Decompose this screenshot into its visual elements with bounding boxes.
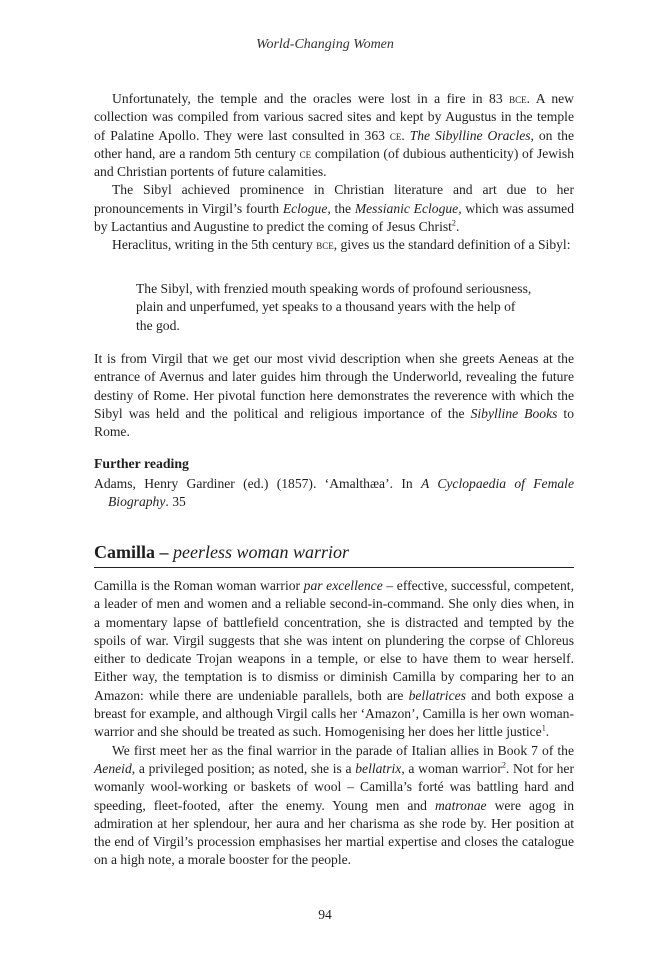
footnote-marker: 2: [501, 760, 506, 770]
paragraph-christian-prominence: The Sibyl achieved prominence in Christian literature and art due to her pronouncements in Virgil’s fourth Eclogue, the Messianic Eclogue, which was assumed by Lactantius and Augustine to predict the coming of Jesus Christ$^2$.: [94, 182, 575, 235]
footnote-marker: 2: [451, 218, 456, 228]
body-text-upper: [94, 90, 574, 255]
footnote-marker: 1: [541, 723, 546, 733]
body-text-camilla: [94, 577, 574, 870]
paragraph-camilla-aeneid: We first meet her as the final warrior in the parade of Italian allies in Book 7 of the Aeneid, a privileged position; as noted, she is a bellatrix, a woman warrior$^2$. Not for her womanly wool-working or baskets of wool – Camilla’s forté was battling hard and speeding, fleet-footed, after the enemy. Young men and matronae were agog in admiration at her splendour, her aura and her charisma as she rode by. Her position at the end of Virgil’s procession emphasises her martial expertise and closes the catalogue on a high note, a morale booster for the people.: [94, 742, 574, 868]
further-reading-entry: Adams, Henry Gardiner (ed.) (1857). ‘Amalthæa’. In A Cyclopaedia of Female Biography. 35: [94, 476, 574, 510]
body-text-virgil: [94, 350, 574, 441]
further-reading-heading: Further reading: [94, 456, 189, 471]
paragraph-temple-fire: Unfortunately, the temple and the oracles were lost in a fire in 83 bce. A new collection was compiled from various sacred sites and kept by Augustus in the temple of Palatine Apollo. They were last consulted in 363 ce. The Sibylline Oracles, on the other hand, are a random 5th century ce compilation (of dubious authenticity) of Jewish and Christian portents of future calamities.: [94, 91, 574, 180]
block-quote: The Sibyl, with frenzied mouth speaking words of profound seriousness, plain and unperfumed, yet speaks to a thousand years with the help of the god.: [136, 281, 532, 333]
paragraph-heraclitus: Heraclitus, writing in the 5th century bce, gives us the standard definition of a Sibyl:: [112, 237, 571, 253]
running-head: World-Changing Women: [256, 37, 394, 52]
page-number: 94: [318, 907, 332, 922]
paragraph-virgil-description: It is from Virgil that we get our most vivid description when she greets Aeneas at the entrance of Avernus and later guides him through the Underworld, revealing the future destiny of Rome. Her pivotal function here demonstrates the reverence with which the Sibyl was held and the political and religious importance of the Sibylline Books to Rome.: [94, 351, 574, 440]
paragraph-camilla-intro: Camilla is the Roman woman warrior par excellence – effective, successful, competent, a leader of men and women and a reliable second-in-command. She only dies when, in a momentary lapse of battlefield concentration, she is distracted and tempted by the spoils of war. Virgil suggests that she was intent on plundering the corpse of Chloreus either to dedicate Trojan weapons in a temple, or else to have them to wear herself. Either way, the temptation is to dismiss or diminish Camilla by comparing her to an Amazon: while there are undeniable parallels, both are bellatrices and both expose a breast for example, and although Virgil calls her ‘Amazon’, Camilla is her own woman-warrior and she should be treated as such. Homogenising her does her little justice$^1$.: [94, 578, 574, 740]
section-heading: Camilla – peerless woman warrior: [94, 542, 574, 568]
